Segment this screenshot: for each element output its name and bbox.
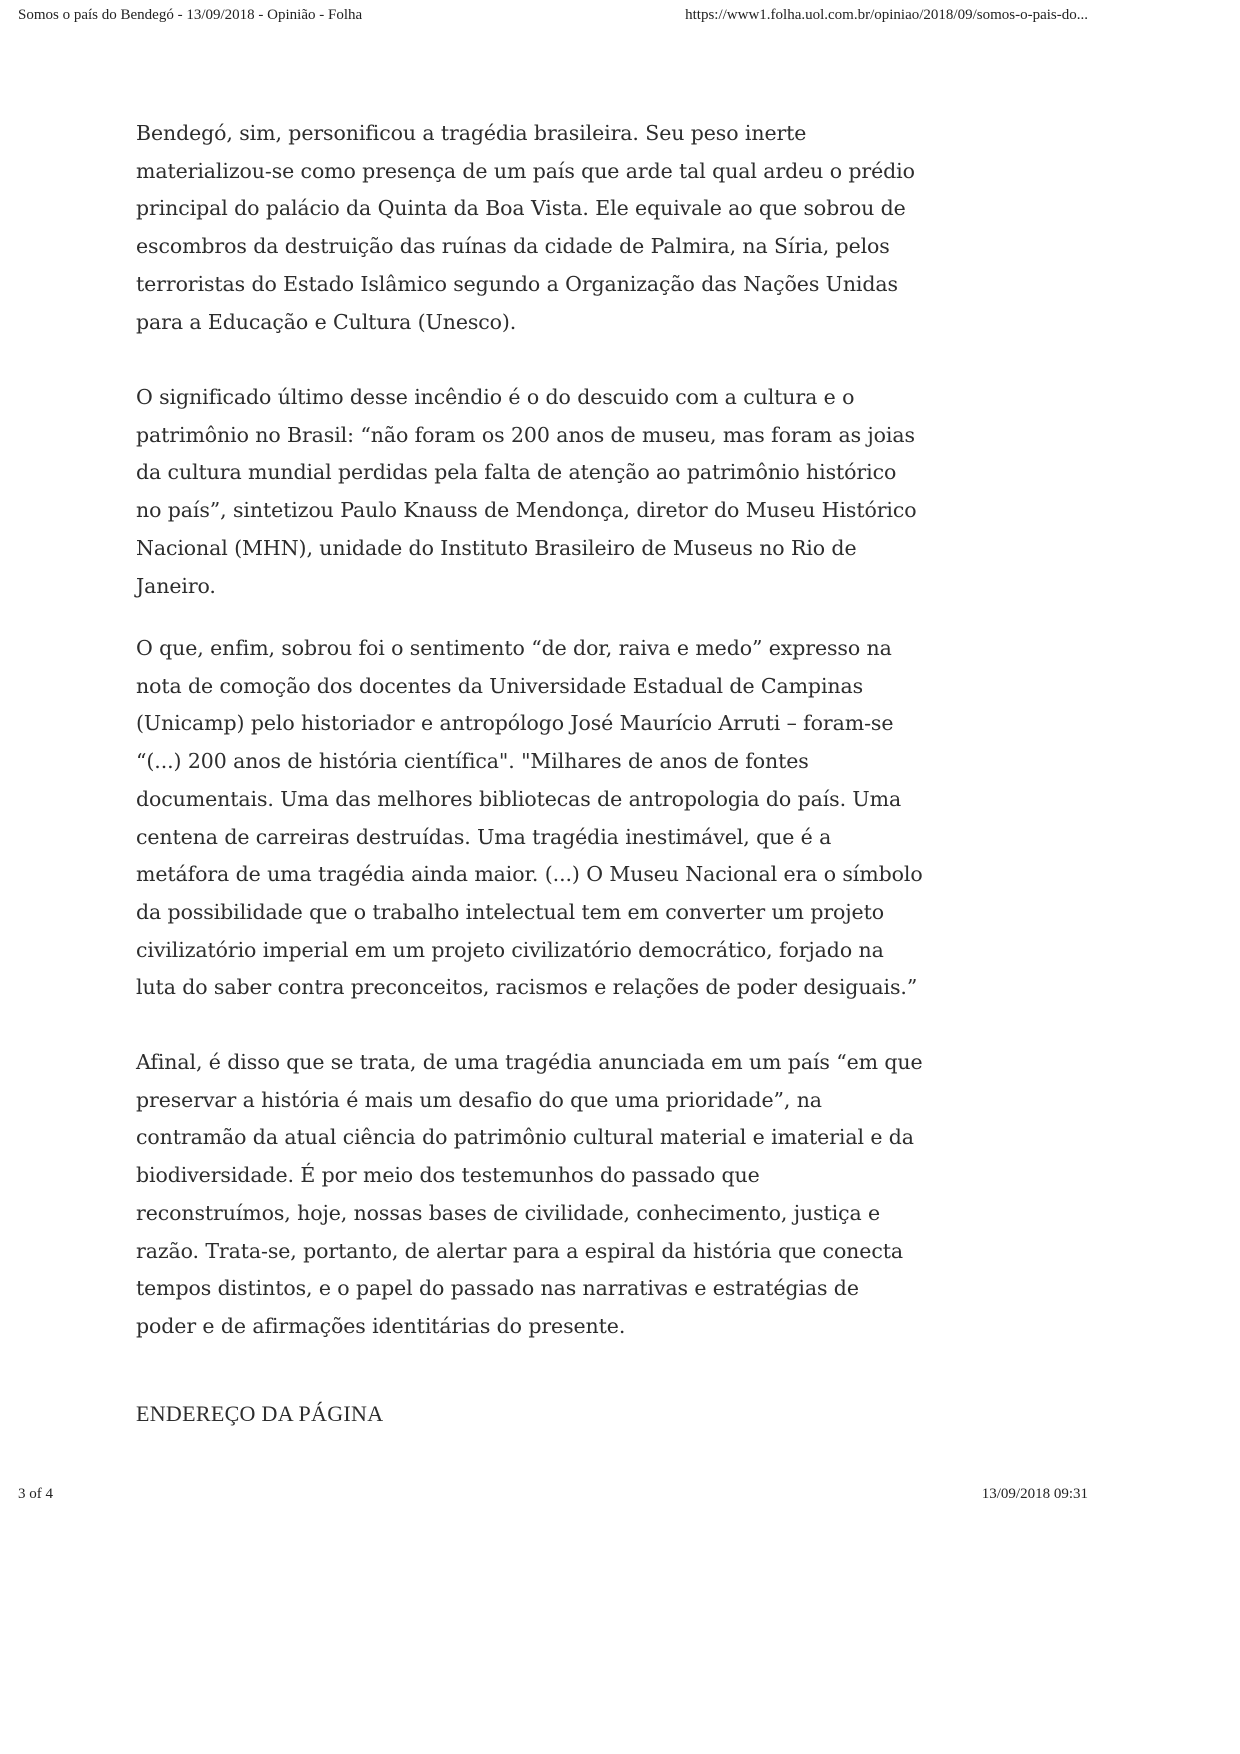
paragraph-line: da possibilidade que o trabalho intelectual tem em converter um projeto (136, 899, 884, 924)
paragraph-line: escombros da destruição das ruínas da cidade de Palmira, na Síria, pelos (136, 234, 890, 259)
paragraph-2 (136, 379, 916, 605)
paragraph-line: biodiversidade. É por meio dos testemunhos do passado que (136, 1163, 760, 1188)
print-timestamp: 13/09/2018 09:31 (981, 1486, 1088, 1502)
paragraph-line: poder e de afirmações identitárias do presente. (136, 1313, 626, 1338)
paragraph-line: preservar a história é mais um desafio do que uma prioridade”, na (136, 1087, 822, 1112)
paragraph-3 (136, 630, 923, 1007)
print-footer (18, 1486, 1088, 1506)
paragraph-line: no país”, sintetizou Paulo Knauss de Mendonça, diretor do Museu Histórico (136, 498, 917, 523)
print-header (18, 7, 1088, 27)
paragraph-line: metáfora de uma tragédia ainda maior. (...) O Museu Nacional era o símbolo (136, 862, 923, 887)
paragraph-line: principal do palácio da Quinta da Boa Vista. Ele equivale ao que sobrou de (136, 196, 906, 221)
paragraph-line: contramão da atual ciência do patrimônio cultural material e imaterial e da (136, 1125, 914, 1150)
paragraph-line: terroristas do Estado Islâmico segundo a Organização das Nações Unidas (136, 271, 898, 296)
paragraph-line: Janeiro. (136, 573, 216, 598)
paragraph-line: “(...) 200 anos de história científica". "Milhares de anos de fontes (136, 749, 809, 774)
paragraph-line: patrimônio no Brasil: “não foram os 200 anos de museu, mas foram as joias (136, 422, 915, 447)
paragraph-line: Afinal, é disso que se trata, de uma tragédia anunciada em um país “em que (136, 1050, 923, 1074)
paragraph-line: para a Educação e Cultura (Unesco). (136, 309, 517, 334)
print-page-title: Somos o país do Bendegó - 13/09/2018 - Opinião - Folha (18, 7, 363, 23)
paragraph-line: reconstruímos, hoje, nossas bases de civilidade, conhecimento, justiça e (136, 1200, 881, 1225)
paragraph-line: razão. Trata-se, portanto, de alertar para a espiral da história que conecta (136, 1238, 903, 1263)
paragraph-line: luta do saber contra preconceitos, racismos e relações de poder desiguais.” (136, 975, 918, 1000)
paragraph-line: Nacional (MHN), unidade do Instituto Brasileiro de Museus no Rio de (136, 535, 857, 560)
paragraph-1 (136, 115, 915, 341)
paragraph-line: materializou-se como presença de um país que arde tal qual ardeu o prédio (136, 158, 915, 183)
print-url: https://www1.folha.uol.com.br/opiniao/2018/09/somos-o-pais-do... (685, 7, 1088, 23)
paragraph-line: documentais. Uma das melhores bibliotecas de antropologia do país. Uma (136, 786, 902, 811)
paragraph-line: da cultura mundial perdidas pela falta de atenção ao patrimônio histórico (136, 460, 897, 485)
paragraph-line: centena de carreiras destruídas. Uma tragédia inestimável, que é a (136, 824, 832, 849)
paragraph-line: O que, enfim, sobrou foi o sentimento “de dor, raiva e medo” expresso na (136, 636, 892, 660)
paragraph-line: O significado último desse incêndio é o do descuido com a cultura e o (136, 385, 855, 409)
paragraph-line: civilizatório imperial em um projeto civilizatório democrático, forjado na (136, 937, 884, 962)
page-counter: 3 of 4 (18, 1486, 53, 1502)
paragraph-line: tempos distintos, e o papel do passado nas narrativas e estratégias de (136, 1276, 859, 1301)
paragraph-4 (136, 1044, 923, 1346)
paragraph-line: Bendegó, sim, personificou a tragédia brasileira. Seu peso inerte (136, 121, 807, 145)
paragraph-line: (Unicamp) pelo historiador e antropólogo José Maurício Arruti – foram-se (136, 711, 894, 736)
paragraph-line: nota de comoção dos docentes da Universidade Estadual de Campinas (136, 673, 864, 698)
page-address-heading: ENDEREÇO DA PÁGINA (136, 1401, 384, 1426)
